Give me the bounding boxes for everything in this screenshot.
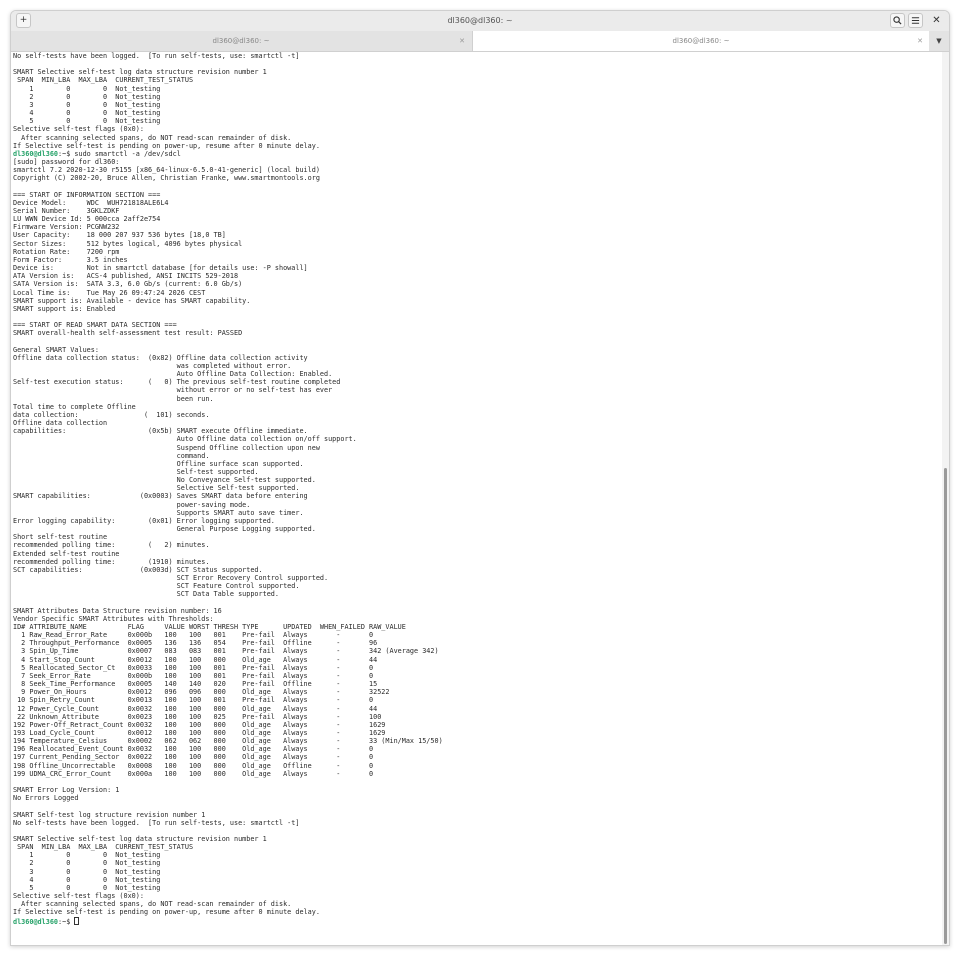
tab-2[interactable]: [472, 31, 930, 51]
terminal-window: [10, 10, 950, 946]
final-prompt-user: dl360@dl360: [13, 917, 59, 926]
prompt-user: dl360@dl360: [13, 149, 59, 158]
tab-2-close-icon[interactable]: ✕: [917, 37, 923, 45]
text-cursor: [74, 917, 79, 925]
tab-1-close-icon[interactable]: ✕: [459, 37, 465, 45]
plus-square-icon: +: [19, 15, 28, 25]
menu-button[interactable]: [908, 13, 923, 28]
tab-bar: [11, 31, 949, 52]
search-button[interactable]: [890, 13, 905, 28]
prompt-path: :~$: [58, 149, 75, 158]
chevron-down-icon: ▼: [936, 37, 942, 45]
close-button[interactable]: [929, 13, 944, 28]
tabs-dropdown-button[interactable]: [929, 31, 949, 51]
header-bar: [11, 11, 949, 32]
scrollbar-thumb[interactable]: [944, 468, 947, 944]
tab-2-label: dl360@dl360: ~: [672, 37, 730, 45]
output-block-main: [sudo] password for dl360: smartctl 7.2 2020-12-30 r5155 [x86_64-linux-6.5.0-41-generic] (local build) Copyright (C) 2002-20, Bruce Allen, Christian Franke, www.smartmontools.org === START OF INFORMATION SECTION === Device Model: WDC WUH721818ALE6L4 Serial Number: 3GKLZDKF LU WWN Device Id: 5 000cca 2aff2e754 Firmware Version: PCGNW232 User Capacity: 18 000 207 937 536 bytes [18,0 TB] Sector Sizes: 512 bytes logical, 4096 bytes physical Rotation Rate: 7200 rpm Form Factor: 3.5 inches Device is: Not in smartctl database [for details use: -P showall] ATA Version is: ACS-4 published, ANSI INCITS 529-2018 SATA Version is: SATA 3.3, 6.0 Gb/s (current: 6.0 Gb/s) Local Time is: Tue May 26 09:47:24 2026 CEST SMART support is: Available - device has SMART capability. SMART support is: Enabled === START OF READ SMART DATA SECTION === SMART overall-health self-assessment test result: PASSED General SMART Values: Offline data collection status: (0x82) Offline data collection activity was completed without error. Auto Offline Data Collection: Enabled. Self-test execution status: ( 0) The previous self-test routine completed without error or no self-test has ever been run. Total time to complete Offline data collection: ( 101) seconds. Offline data collection capabilities: (0x5b) SMART execute Offline immediate. Auto Offline data collection on/off support. Suspend Offline collection upon new command. Offline surface scan supported. Self-test supported. No Conveyance Self-test supported. Selective Self-test supported. SMART capabilities: (0x0003) Saves SMART data before entering power-saving mode. Supports SMART auto save timer. Error logging capability: (0x01) Error logging supported. General Purpose Logging supported. Short self-test routine recommended polling time: ( 2) minutes. Extended self-test routine recommended polling time: (1910) minutes. SCT capabilities: (0x003d) SCT Status supported. SCT Error Recovery Control supported. SCT Feature Control supported. SCT Data Table supported. SMART Attributes Data Structure revision number: 16 Vendor Specific SMART Attributes with Thresholds: ID# ATTRIBUTE_NAME FLAG VALUE WORST THRESH TYPE UPDATED WHEN_FAILED RAW_VALUE 1 Raw_Read_Error_Rate 0x000b 100 100 001 Pre-fail Always - 0 2 Throughput_Performance 0x0005 136 136 054 Pre-fail Offline - 96 3 Spin_Up_Time 0x0007 083 083 001 Pre-fail Always - 342 (Average 342) 4 Start_Stop_Count 0x0012 100 100 000 Old_age Always - 44 5 Reallocated_Sector_Ct 0x0033 100 100 001 Pre-fail Always - 0 7 Seek_Error_Rate 0x000b 100 100 001 Pre-fail Always - 0 8 Seek_Time_Performance 0x0005 140 140 020 Pre-fail Offline - 15 9 Power_On_Hours 0x0012 096 096 000 Old_age Always - 32522 10 Spin_Retry_Count 0x0013 100 100 001 Pre-fail Always - 0 12 Power_Cycle_Count 0x0032 100 100 000 Old_age Always - 44 22 Unknown_Attribute 0x0023 100 100 025 Pre-fail Always - 100 192 Power-Off_Retract_Count 0x0032 100 100 000 Old_age Always - 1629 193 Load_Cycle_Count 0x0012 100 100 000 Old_age Always - 1629 194 Temperature_Celsius 0x0002 062 062 000 Old_age Always - 33 (Min/Max 15/50) 196 Reallocated_Event_Count 0x0032 100 100 000 Old_age Always - 0 197 Current_Pending_Sector 0x0022 100 100 000 Old_age Always - 0 198 Offline_Uncorrectable 0x0008 100 100 000 Old_age Offline - 0 199 UDMA_CRC_Error_Count 0x000a 100 100 000 Old_age Always - 0 SMART Error Log Version: 1 No Errors Logged SMART Self-test log structure revision number 1 No self-tests have been logged. [To run self-tests, use: smartctl -t] SMART Selective self-test log data structure revision number 1 SPAN MIN_LBA MAX_LBA CURRENT_TEST_STATUS 1 0 0 Not_testing 2 0 0 Not_testing 3 0 0 Not_testing 4 0 0 Not_testing 5 0 0 Not_testing Selective self-test flags (0x0): After scanning selected spans, do NOT read-scan remainder of disk. If Selective self-test is pending on power-up, resume after 0 minute delay.: [13, 158, 443, 917]
command-text: sudo smartctl -a /dev/sdcl: [74, 149, 181, 158]
hamburger-icon: [911, 16, 920, 25]
window-title: dl360@dl360: ~: [447, 16, 513, 25]
close-icon: ✕: [932, 15, 941, 26]
scrollbar[interactable]: [942, 52, 949, 945]
terminal-output[interactable]: [11, 52, 941, 945]
new-tab-button[interactable]: [16, 13, 31, 28]
tab-1[interactable]: [11, 31, 471, 51]
tab-1-label: dl360@dl360: ~: [212, 37, 270, 45]
final-prompt-path: :~$: [58, 917, 75, 926]
output-block-top: No self-tests have been logged. [To run self-tests, use: smartctl -t] SMART Selective self-test log data structure revision number 1 SPAN MIN_LBA MAX_LBA CURRENT_TEST_STATUS 1 0 0 Not_testing 2 0 0 Not_testing 3 0 0 Not_testing 4 0 0 Not_testing 5 0 0 Not_testing Selective self-test flags (0x0): After scanning selected spans, do NOT read-scan remainder of disk. If Selective self-test is pending on power-up, resume after 0 minute delay.: [13, 52, 320, 150]
search-icon: [893, 16, 902, 25]
